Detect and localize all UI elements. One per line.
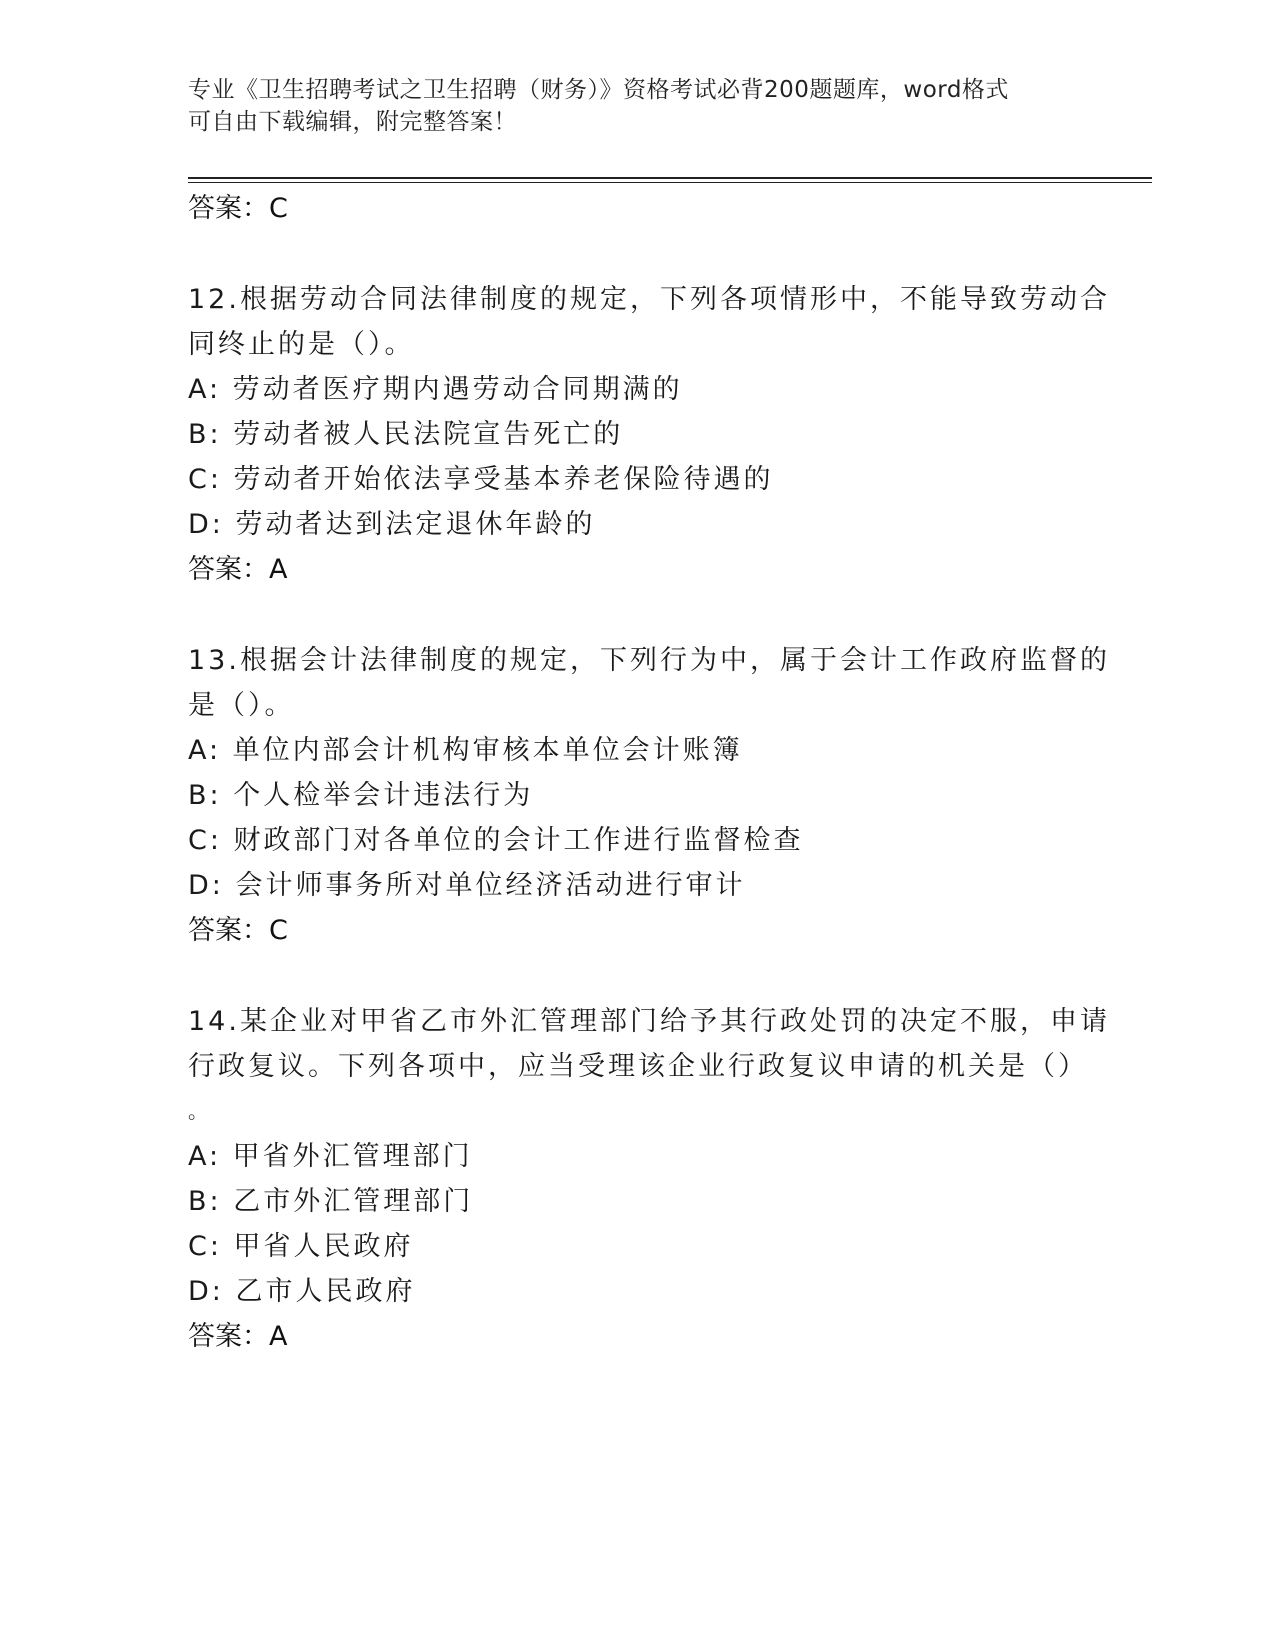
question-block-12: [188, 277, 1110, 593]
question-line: 14.某企业对甲省乙市外汇管理部门给予其行政处罚的决定不服，申请: [188, 1006, 1110, 1037]
option-d: D: 乙市人民政府: [188, 1276, 416, 1307]
option-c: C: 财政部门对各单位的会计工作进行监督检查: [188, 825, 804, 856]
option-d: D: 会计师事务所对单位经济活动进行审计: [188, 870, 746, 901]
header-line-2: 可自由下载编辑，附完整答案！: [188, 109, 517, 135]
question-list: [188, 186, 1110, 1360]
header-divider-thick: [188, 177, 1152, 179]
option-b: B: 个人检举会计违法行为: [188, 780, 534, 811]
question-line: 同终止的是（）。: [188, 329, 415, 360]
option-d: D: 劳动者达到法定退休年龄的: [188, 509, 596, 540]
question-line: 是（）。: [188, 690, 295, 721]
question-line: 。: [188, 1099, 211, 1123]
option-a: A: 单位内部会计机构审核本单位会计账簿: [188, 735, 743, 766]
question-line: 13.根据会计法律制度的规定，下列行为中，属于会计工作政府监督的: [188, 645, 1110, 676]
option-c: C: 甲省人民政府: [188, 1231, 414, 1262]
option-b: B: 乙市外汇管理部门: [188, 1186, 474, 1217]
option-b: B: 劳动者被人民法院宣告死亡的: [188, 419, 624, 450]
answer-line: 答案：C: [188, 915, 288, 946]
question-block-14: [188, 999, 1110, 1360]
answer-line: 答案：A: [188, 1321, 288, 1352]
header-divider-thin: [188, 182, 1152, 183]
option-a: A: 甲省外汇管理部门: [188, 1141, 473, 1172]
question-text: [188, 638, 1110, 728]
header-line-1: 专业《卫生招聘考试之卫生招聘（财务）》资格考试必背200题题库，word格式: [188, 77, 1009, 103]
question-text: [188, 277, 1110, 367]
question-line: 行政复议。下列各项中，应当受理该企业行政复议申请的机关是（）: [188, 1051, 1088, 1082]
previous-answer: 答案：C: [188, 193, 288, 224]
question-text: [188, 999, 1110, 1134]
option-c: C: 劳动者开始依法享受基本养老保险待遇的: [188, 464, 774, 495]
answer-line: 答案：A: [188, 554, 288, 585]
option-a: A: 劳动者医疗期内遇劳动合同期满的: [188, 374, 683, 405]
document-header: [188, 74, 1078, 138]
question-line: 12.根据劳动合同法律制度的规定，下列各项情形中，不能导致劳动合: [188, 284, 1110, 315]
question-block-13: [188, 638, 1110, 954]
